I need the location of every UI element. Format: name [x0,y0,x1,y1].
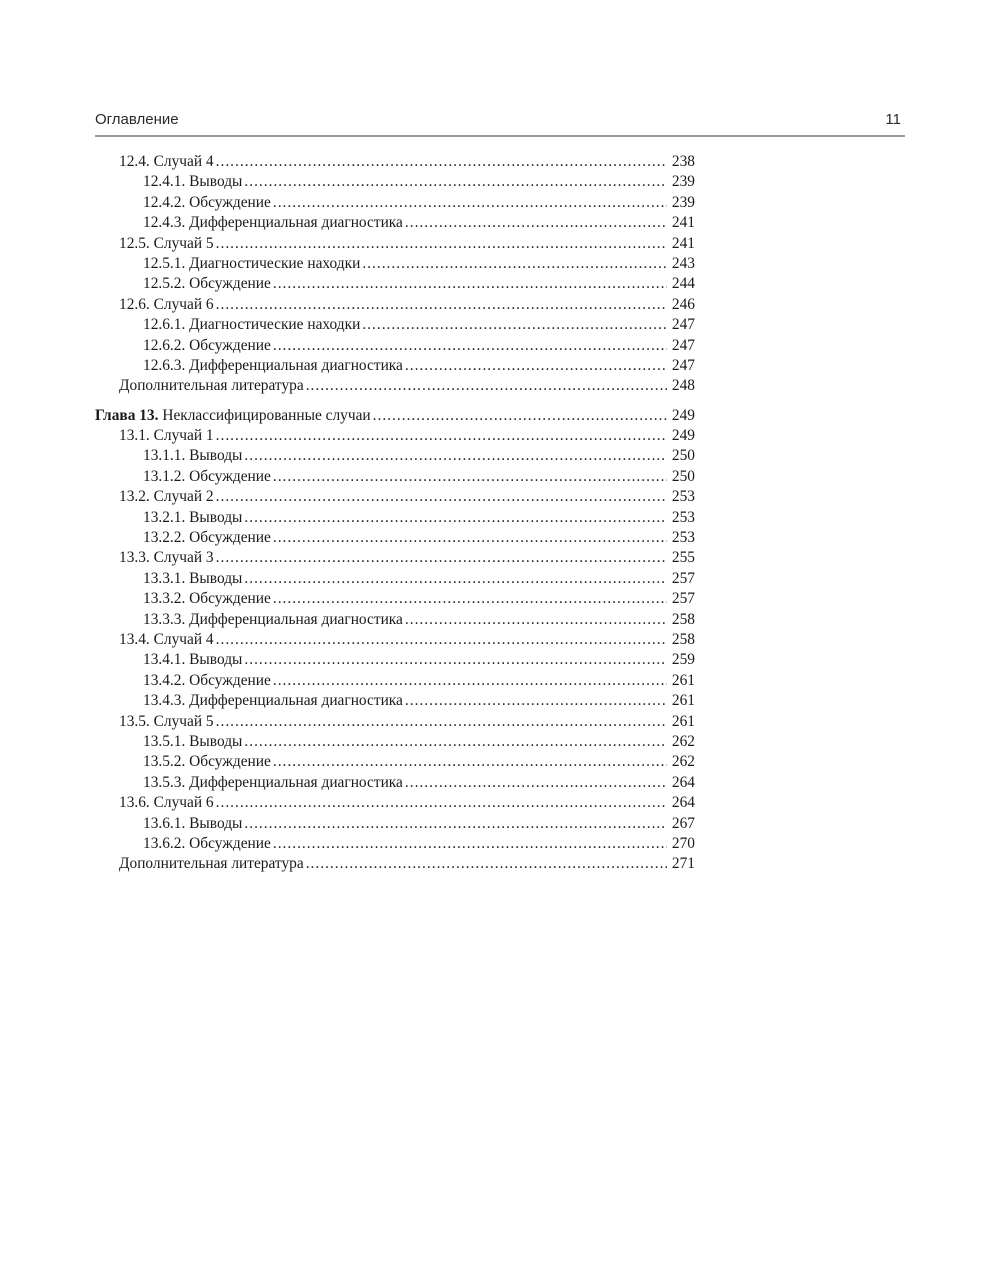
toc-entry [95,336,695,356]
dot-leader [405,610,667,630]
dot-leader [216,295,667,315]
toc-entry-label [119,152,214,172]
toc-entry-page: 261 [671,712,695,730]
toc-entry-label [143,213,403,233]
table-of-contents [95,152,695,875]
dot-leader [244,569,667,589]
toc-entry-title: 13.6.1. Выводы [143,814,243,832]
dot-leader [273,671,667,691]
toc-entry-title: 13.3.1. Выводы [143,569,243,587]
toc-entry [95,487,695,507]
dot-leader [216,152,667,172]
toc-entry-page: 247 [671,336,695,354]
toc-entry-title: 13.1.2. Обсуждение [143,467,271,485]
dot-leader [306,854,667,874]
toc-entry-label [143,671,271,691]
toc-entry [95,712,695,732]
toc-entry-page: 241 [671,214,695,232]
toc-entry [95,315,695,335]
toc-entry [95,234,695,254]
dot-leader [273,589,667,609]
toc-entry-label [119,376,304,396]
toc-entry-label [143,172,242,192]
toc-entry-label [143,589,271,609]
dot-leader [216,793,667,813]
toc-entry [95,691,695,711]
dot-leader [273,752,667,772]
dot-leader [273,528,667,548]
toc-entry-title: 13.1.1. Выводы [143,447,243,465]
toc-entry-title: 13.2.1. Выводы [143,508,243,526]
toc-entry-page: 257 [671,569,695,587]
dot-leader [362,315,667,335]
toc-entry [95,548,695,568]
toc-entry-label [143,193,271,213]
toc-entry [95,426,695,446]
running-head-title: Оглавление [95,111,179,128]
toc-entry-page: 238 [671,153,695,170]
toc-entry-title: 13.6.2. Обсуждение [143,834,271,852]
toc-entry-page: 259 [671,651,695,669]
dot-leader [273,834,667,854]
toc-entry-page: 244 [671,275,695,293]
toc-entry-title: 12.4.2. Обсуждение [143,193,271,211]
toc-entry-page: 253 [671,488,695,506]
toc-entry-label [143,528,271,548]
dot-leader [216,712,667,732]
toc-entry-page: 247 [671,356,695,374]
dot-leader [273,467,667,487]
toc-entry-label [143,336,271,356]
toc-entry-page: 271 [671,855,695,873]
toc-entry [95,589,695,609]
toc-entry-title: 12.5.2. Обсуждение [143,275,271,293]
dot-leader [373,406,667,426]
dot-leader [244,172,667,192]
page-number: 11 [885,111,901,128]
toc-entry-page: 253 [671,529,695,547]
dot-leader [273,193,667,213]
toc-entry-page: 255 [671,549,695,567]
toc-entry-label [119,793,214,813]
toc-entry-page: 250 [671,467,695,485]
dot-leader [216,548,667,568]
dot-leader [273,274,667,294]
toc-entry-title: Дополнительная литература [119,377,304,395]
toc-entry [95,630,695,650]
toc-entry [95,446,695,466]
toc-entry-title: 13.5.2. Обсуждение [143,753,271,771]
toc-entry [95,254,695,274]
dot-leader [244,446,667,466]
toc-entry-title: 13.4.1. Выводы [143,651,243,669]
toc-entry [95,732,695,752]
toc-entry-title: 13.3.3. Дифференциальная диагностика [143,610,403,628]
running-head [95,111,905,135]
toc-entry-title: 12.6. Случай 6 [119,295,214,313]
toc-entry-title: 12.5. Случай 5 [119,234,214,252]
toc-entry-label [119,234,214,254]
toc-entry-label [119,854,304,874]
toc-entry-label [143,610,403,630]
toc-entry-page: 264 [671,794,695,812]
toc-entry [95,528,695,548]
dot-leader [216,487,667,507]
toc-entry-label [95,406,371,426]
toc-entry-title: 12.6.3. Дифференциальная диагностика [143,356,403,374]
toc-entry-title: 13.5.1. Выводы [143,732,243,750]
toc-entry-label [143,569,242,589]
toc-entry-title: 12.4. Случай 4 [119,153,214,170]
toc-entry-label [143,254,360,274]
toc-entry-page: 257 [671,590,695,608]
toc-entry-title: 12.4.1. Выводы [143,173,243,191]
toc-entry-label [119,548,214,568]
toc-entry [95,752,695,772]
toc-entry-page: 253 [671,508,695,526]
dot-leader [362,254,667,274]
toc-entry-page: 258 [671,630,695,648]
toc-entry [95,152,695,172]
toc-entry-title: 13.2.2. Обсуждение [143,529,271,547]
dot-leader [405,691,667,711]
toc-entry [95,814,695,834]
dot-leader [405,213,667,233]
toc-entry-title: 13.6. Случай 6 [119,794,214,812]
toc-entry-label [143,274,271,294]
toc-entry-page: 258 [671,610,695,628]
dot-leader [405,356,667,376]
toc-entry-title: 13.2. Случай 2 [119,488,214,506]
toc-entry [95,213,695,233]
toc-entry-title: Дополнительная литература [119,855,304,873]
toc-entry-page: 239 [671,193,695,211]
toc-entry-title: 12.5.1. Диагностические находки [143,254,361,272]
toc-entry-title: 13.4.2. Обсуждение [143,671,271,689]
toc-entry-title: 12.6.1. Диагностические находки [143,316,361,334]
toc-entry-page: 262 [671,732,695,750]
toc-entry-label [119,630,214,650]
toc-entry-label [119,426,214,446]
toc-entry-title: 13.5. Случай 5 [119,712,214,730]
toc-entry-label [143,814,242,834]
toc-entry-page: 262 [671,753,695,771]
toc-entry-page: 247 [671,316,695,334]
toc-entry [95,356,695,376]
toc-entry-label [143,650,242,670]
toc-entry [95,610,695,630]
toc-entry [95,569,695,589]
toc-entry-label [143,315,360,335]
toc-entry-label [119,487,214,507]
dot-leader [306,376,667,396]
toc-entry-page: 243 [671,254,695,272]
toc-entry-label [119,295,214,315]
toc-entry [95,406,695,426]
toc-entry-page: 239 [671,173,695,191]
toc-entry-label [143,732,242,752]
toc-entry [95,193,695,213]
header-rule [95,135,905,137]
toc-entry [95,508,695,528]
toc-entry-page: 246 [671,295,695,313]
toc-entry [95,671,695,691]
toc-entry [95,295,695,315]
dot-leader [216,630,667,650]
toc-entry-label [119,712,214,732]
toc-entry-label [143,834,271,854]
toc-entry [95,854,695,874]
toc-entry-label [143,508,242,528]
toc-entry-page: 249 [671,427,695,445]
dot-leader [216,426,667,446]
toc-entry [95,467,695,487]
dot-leader [244,650,667,670]
toc-entry-title: 13.4. Случай 4 [119,630,214,648]
toc-entry-title: 13.3. Случай 3 [119,549,214,567]
dot-leader [244,814,667,834]
toc-entry-title: 13.1. Случай 1 [119,427,214,445]
toc-entry-label [143,773,403,793]
toc-entry [95,274,695,294]
chapter-prefix: Глава 13. [95,406,159,424]
toc-entry-title: Неклассифицированные случаи [158,406,371,424]
toc-entry-page: 241 [671,234,695,252]
toc-entry-title: 13.4.3. Дифференциальная диагностика [143,692,403,710]
toc-entry-page: 267 [671,814,695,832]
toc-entry-page: 249 [671,406,695,424]
toc-entry-page: 248 [671,377,695,395]
dot-leader [216,234,667,254]
toc-entry-label [143,446,242,466]
toc-entry-title: 12.4.3. Дифференциальная диагностика [143,214,403,232]
toc-entry-title: 12.6.2. Обсуждение [143,336,271,354]
toc-entry-label [143,752,271,772]
toc-entry [95,172,695,192]
dot-leader [273,336,667,356]
toc-entry [95,650,695,670]
toc-entry [95,793,695,813]
toc-entry [95,376,695,396]
toc-entry [95,834,695,854]
toc-entry-label [143,467,271,487]
toc-entry-title: 13.5.3. Дифференциальная диагностика [143,773,403,791]
toc-entry-page: 261 [671,671,695,689]
toc-entry-label [143,691,403,711]
toc-entry-title: 13.3.2. Обсуждение [143,590,271,608]
toc-entry-page: 261 [671,692,695,710]
toc-entry-page: 264 [671,773,695,791]
dot-leader [405,773,667,793]
toc-entry [95,773,695,793]
toc-entry-page: 250 [671,447,695,465]
dot-leader [244,508,667,528]
toc-entry-page: 270 [671,834,695,852]
toc-entry-label [143,356,403,376]
dot-leader [244,732,667,752]
